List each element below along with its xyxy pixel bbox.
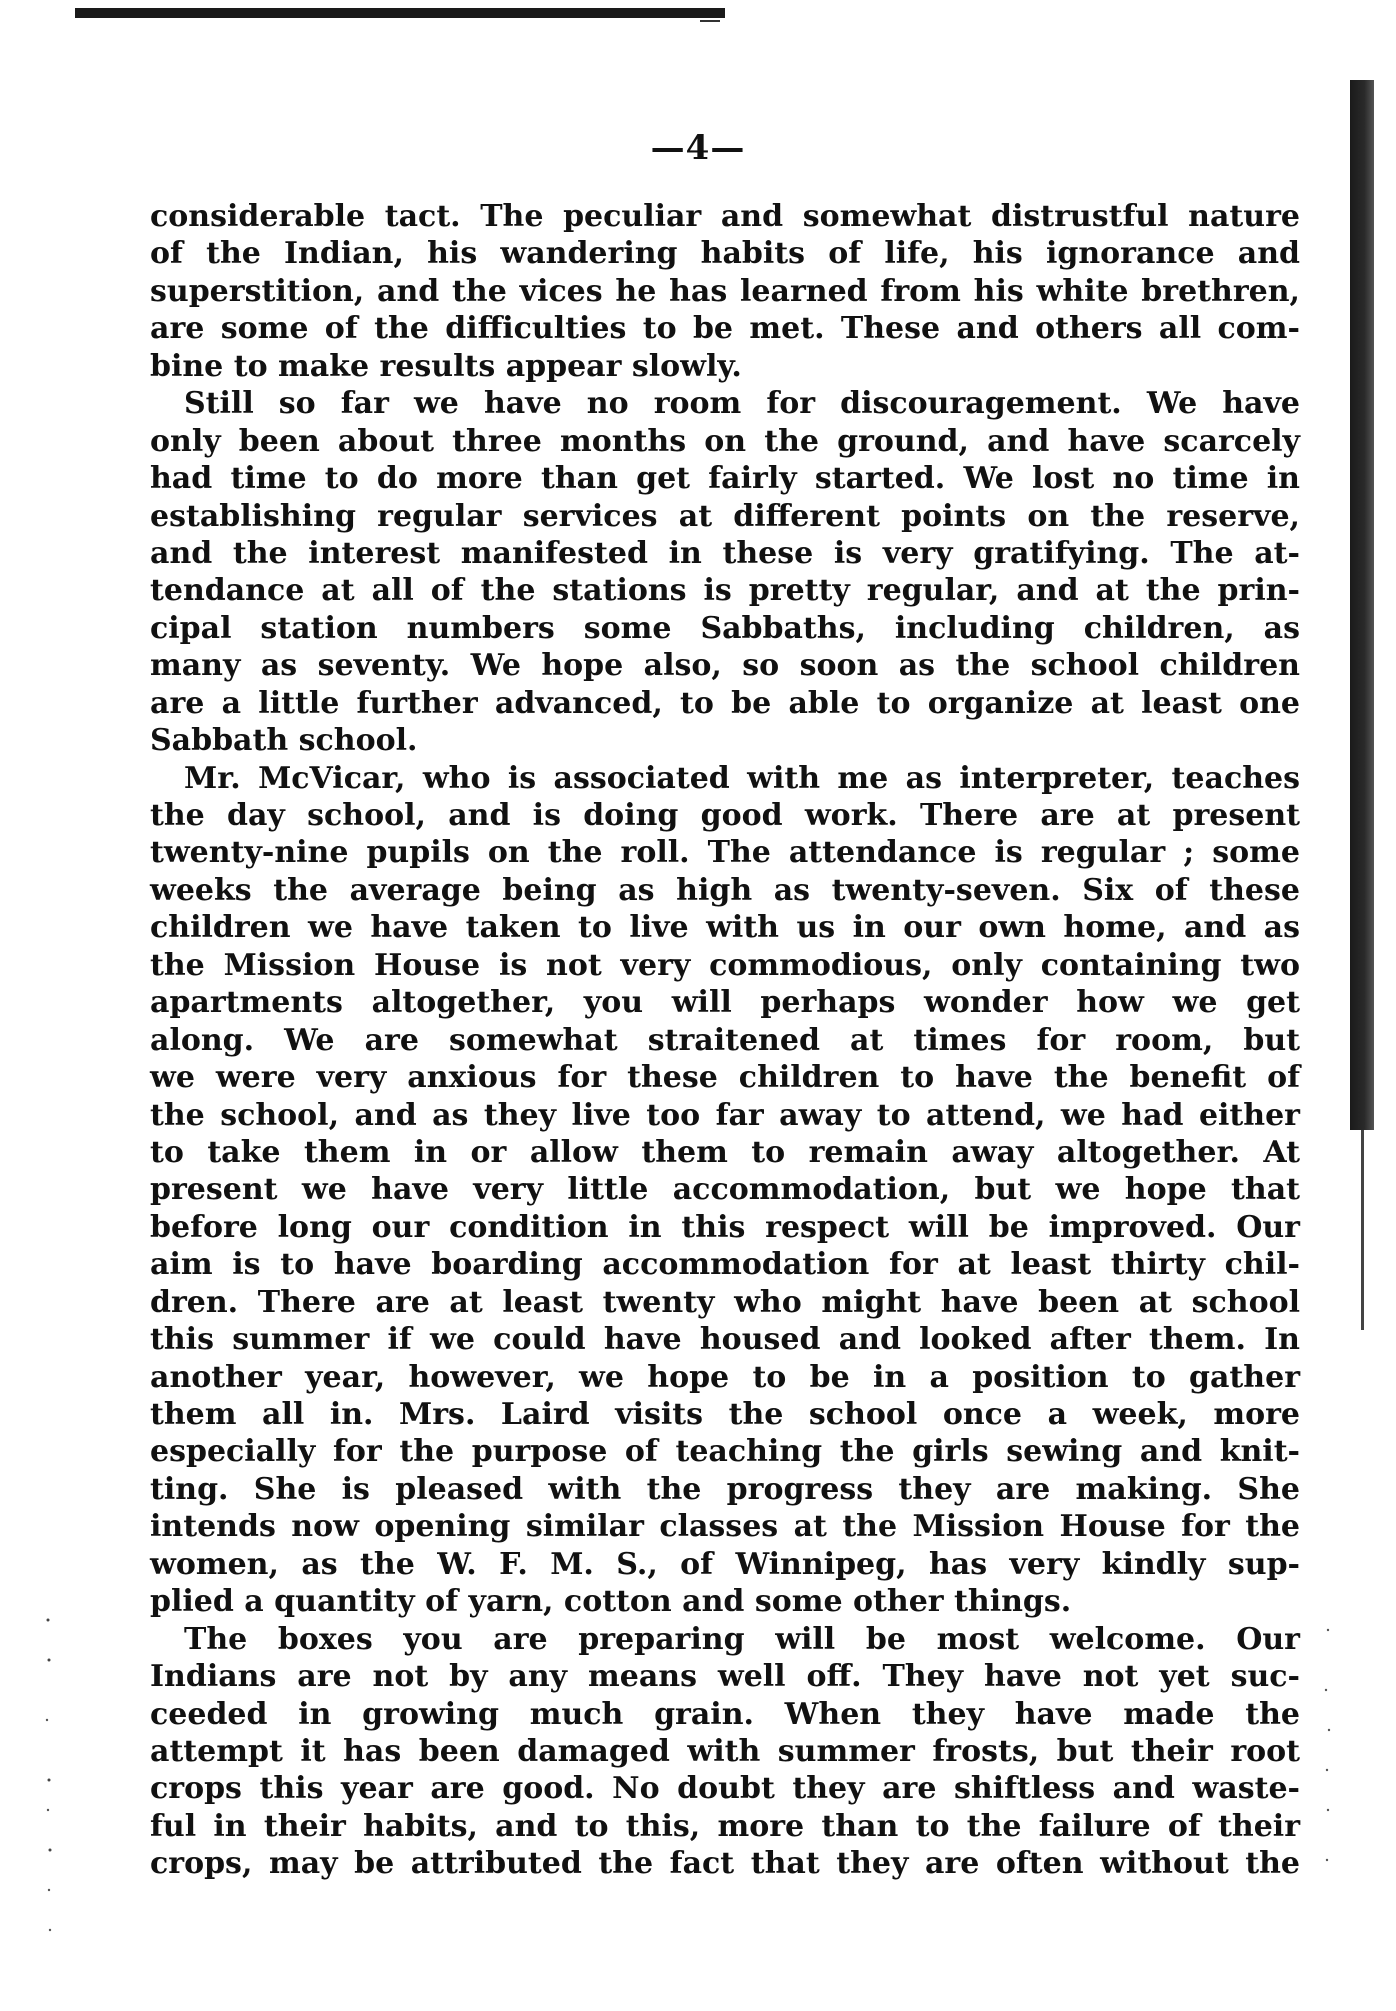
text-line: superstition, and the vices he has learned from his white brethren,	[150, 273, 1300, 309]
top-rule	[75, 8, 725, 18]
text-line: the Mission House is not very commodious, only containing two	[150, 947, 1300, 983]
text-line: and the interest manifested in these is very gratifying. The at-	[150, 535, 1300, 571]
text-line: present we have very little accommodation, but we hope that	[150, 1172, 1300, 1208]
text-line: tendance at all of the stations is pretty regular, and at the prin-	[150, 573, 1300, 609]
text-line: Mr. McVicar, who is associated with me as interpreter, teaches	[184, 760, 1300, 796]
text-line: children we have taken to live with us in our own home, and as	[150, 910, 1300, 946]
page-edge-line	[1361, 1130, 1364, 1330]
text-line: The boxes you are preparing will be most welcome. Our	[184, 1621, 1300, 1657]
text-line: the day school, and is doing good work. There are at present	[150, 798, 1300, 833]
top-rule-thin	[700, 20, 720, 22]
text-line: them all in. Mrs. Laird visits the school once a week, more	[150, 1397, 1300, 1432]
text-line: only been about three months on the ground, and have scarcely	[150, 423, 1300, 459]
text-line: had time to do more than get fairly started. We lost no time in	[150, 461, 1300, 497]
text-line: ful in their habits, and to this, more than to the failure of their	[150, 1808, 1300, 1844]
page-edge-shadow	[1350, 80, 1374, 1130]
text-line: dren. There are at least twenty who might have been at school	[150, 1284, 1300, 1320]
text-line: this summer if we could have housed and looked after them. In	[150, 1322, 1300, 1358]
page-number: —4—	[650, 128, 746, 168]
body-text	[150, 198, 1300, 1883]
text-line: ting. She is pleased with the progress they are making. She	[150, 1471, 1300, 1507]
text-line: many as seventy. We hope also, so soon as the school children	[150, 648, 1300, 684]
text-line: along. We are somewhat straitened at times for room, but	[150, 1022, 1300, 1058]
text-line: Sabbath school.	[150, 723, 418, 759]
text-line: of the Indian, his wandering habits of life, his ignorance and	[150, 236, 1300, 272]
text-line: ceeded in growing much grain. When they have made the	[150, 1696, 1300, 1732]
text-line: especially for the purpose of teaching the girls sewing and knit-	[150, 1434, 1300, 1470]
text-line: another year, however, we hope to be in a position to gather	[150, 1359, 1300, 1395]
text-line: aim is to have boarding accommodation for at least thirty chil-	[150, 1247, 1300, 1283]
text-line: considerable tact. The peculiar and somewhat distrustful nature	[150, 199, 1300, 234]
text-line: we were very anxious for these children to have the benefit of	[150, 1060, 1300, 1096]
text-line: cipal station numbers some Sabbaths, including children, as	[150, 610, 1300, 646]
text-line: crops this year are good. No doubt they are shiftless and waste-	[150, 1771, 1300, 1807]
text-line: weeks the average being as high as twenty-seven. Six of these	[150, 872, 1300, 908]
text-line: plied a quantity of yarn, cotton and some other things.	[150, 1584, 1072, 1620]
text-line: intends now opening similar classes at the Mission House for the	[150, 1509, 1300, 1545]
text-line: are some of the difficulties to be met. These and others all com-	[150, 311, 1300, 347]
text-line: twenty-nine pupils on the roll. The attendance is regular ; some	[150, 835, 1300, 871]
text-line: are a little further advanced, to be able to organize at least one	[150, 685, 1300, 721]
text-line: apartments altogether, you will perhaps wonder how we get	[150, 985, 1300, 1021]
text-line: crops, may be attributed the fact that they are often without the	[150, 1846, 1300, 1882]
right-margin-specks	[1318, 1620, 1338, 1880]
text-line: to take them in or allow them to remain away altogether. At	[150, 1134, 1300, 1170]
text-line: Still so far we have no room for discouragement. We have	[184, 386, 1300, 422]
text-line: attempt it has been damaged with summer frosts, but their root	[150, 1733, 1300, 1769]
text-line: women, as the W. F. M. S., of Winnipeg, has very kindly sup-	[150, 1546, 1300, 1582]
left-margin-specks	[40, 1600, 60, 1960]
text-line: establishing regular services at different points on the reserve,	[150, 498, 1300, 534]
text-line: bine to make results appear slowly.	[150, 348, 742, 384]
text-line: Indians are not by any means well off. They have not yet suc-	[150, 1659, 1300, 1695]
text-line: before long our condition in this respect will be improved. Our	[150, 1209, 1300, 1245]
text-line: the school, and as they live too far away to attend, we had either	[150, 1097, 1300, 1133]
